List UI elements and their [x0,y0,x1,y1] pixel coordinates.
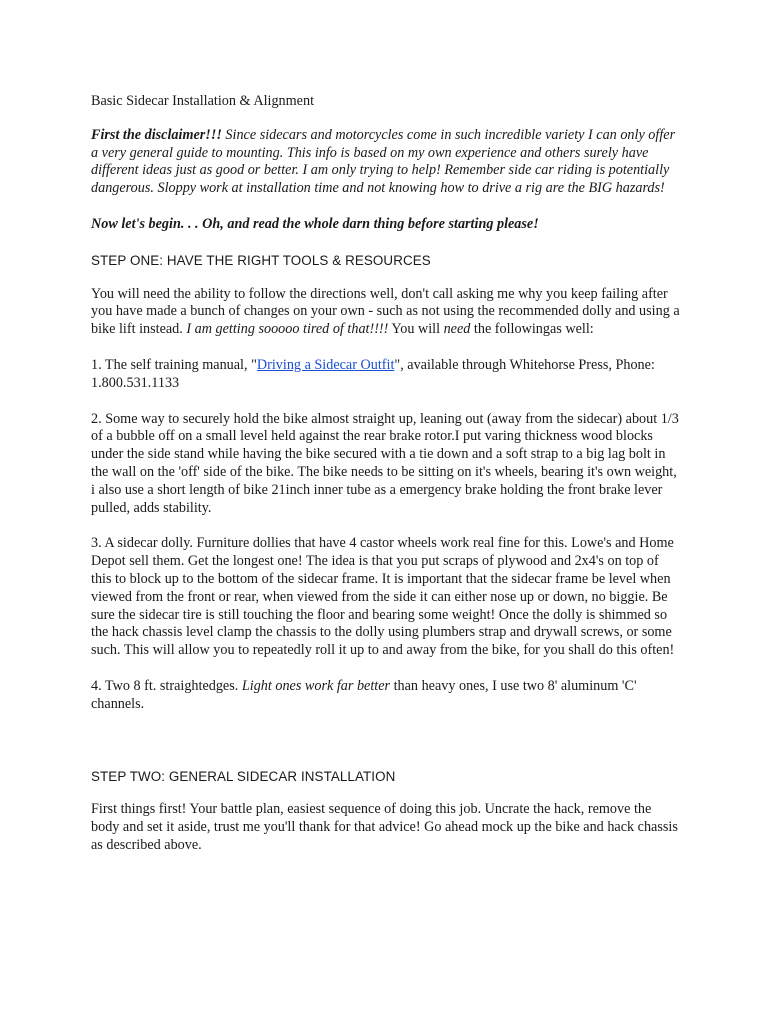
begin-line: Now let's begin. . . Oh, and read the whole darn thing before starting please! [91,215,539,232]
document-page [91,93,681,873]
document-title: Basic Sidecar Installation & Alignment [91,93,315,109]
driving-sidecar-outfit-link[interactable]: Driving a Sidecar Outfit [256,356,395,373]
step-one-heading: STEP ONE: HAVE THE RIGHT TOOLS & RESOURCES [91,252,431,268]
list-item-2: 2. Some way to securely hold the bike almost straight up, leaning out (away from the sidecar) about 1/3 of a bubble off on a small level held against the rear brake rotor.I put varing thickness wood blocks under the side stand while having the bike secured with a tie down and a soft strap to a big lag bolt in the wall on the 'off' side of the bike. The bike needs to be sitting on it's wheels, bearing it's own weight, i also use a short length of bike 21inch inner tube as a emergency brake holding the front brake lever pulled, adds stability. [91,410,679,516]
item1-text-a: 1. The self training manual, " [91,356,257,373]
intro-text-a: You will need the ability to follow the directions well, don't call asking me why you keep failing after you have made a bunch of changes on your own - such as not using the recommended dolly and using a bike lift instead. [91,285,680,338]
step-two-paragraph: First things first! Your battle plan, easiest sequence of doing this job. Uncrate the hack, remove the body and set it aside, trust me you'll thank for that advice! Go ahead mock up the bike and hack chassis as described above. [91,801,678,853]
item4-text-a: 4. Two 8 ft. straightedges. [91,677,242,694]
item4-emphasis: Light ones work far better [241,677,391,694]
intro-text-c: You will [388,321,444,338]
item4-text-c: than heavy ones, I use two 8' aluminum 'C' channels. [91,677,637,712]
intro-emphasis: I am getting sooooo tired of that!!!! [186,321,389,338]
list-item-4 [91,678,681,714]
disclaimer-lead: First the disclaimer!!! [91,126,222,143]
list-item-1 [91,357,681,393]
disclaimer-paragraph [91,127,681,198]
intro-text-e: the followingas well: [470,321,594,338]
intro-need: need [443,321,471,338]
step-two-heading: STEP TWO: GENERAL SIDECAR INSTALLATION [91,768,396,784]
step-one-intro [91,286,681,339]
list-item-3: 3. A sidecar dolly. Furniture dollies that have 4 castor wheels work real fine for this. Lowe's and Home Depot sell them. Get the longest one! The idea is that you put scraps of plywood and 2x4's on top of this to block up to the bottom of the sidecar frame. It is important that the sidecar frame be level when viewed from the front or rear, when viewed from the side it can either nose up or down, no biggie. Be sure the sidecar tire is still touching the floor and bearing some weight! Once the dolly is shimmed so the hack chassis level clamp the chassis to the dolly using plumbers strap and drywall screws, or some such. This will allow you to repeatedly roll it up to and away from the bike, for you shall do this often! [91,535,675,659]
item1-text-b: ", available through Whitehorse Press, Phone: 1.800.531.1133 [91,356,655,391]
disclaimer-body: Since sidecars and motorcycles come in such incredible variety I can only offer a very general guide to mounting. This info is based on my own experience and others surely have different ideas just as good or better. I am only trying to help! Remember side car riding is potentially dangerous. Sloppy work at installation time and not knowing how to drive a rig are the BIG hazards! [91,126,676,197]
section-spacer [91,732,681,768]
